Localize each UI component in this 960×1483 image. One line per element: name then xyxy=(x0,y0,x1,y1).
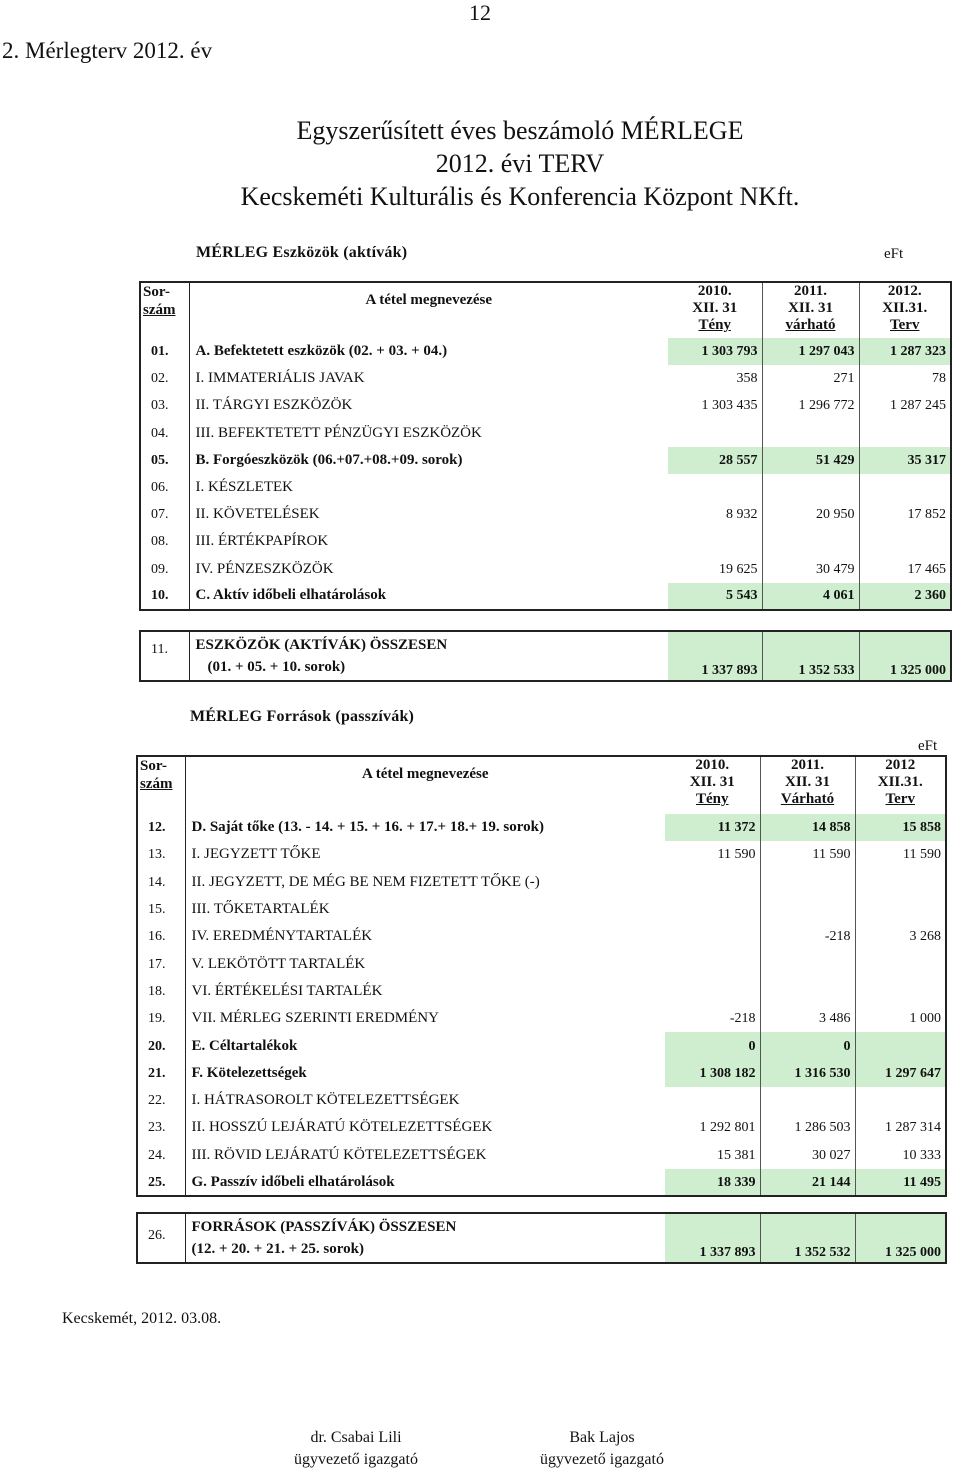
header-date: XII. 31 xyxy=(784,774,830,790)
row-item-name: V. LEKÖTÖTT TARTALÉK xyxy=(191,955,366,972)
row-value-2010: 1 292 801 xyxy=(665,1114,760,1141)
row-value-2012 xyxy=(855,978,946,1005)
header-type: Tény xyxy=(695,791,729,807)
row-value-2012: 78 xyxy=(859,365,951,392)
row-number: 20. xyxy=(137,1032,185,1059)
row-value-2012: 1 297 647 xyxy=(855,1060,946,1087)
row-number: 17. xyxy=(137,950,185,977)
row-value-2011: -218 xyxy=(760,923,855,950)
signatory-name: Bak Lajos xyxy=(569,1429,635,1446)
header-item-name: A tétel megnevezése xyxy=(361,766,489,782)
row-item-name: D. Saját tőke (13. - 14. + 15. + 16. + 17.+ 18.+ 19. sorok) xyxy=(191,819,544,836)
row-item-name: II. JEGYZETT, DE MÉG BE NEM FIZETETT TŐKE (-) xyxy=(191,873,540,890)
row-value-2011 xyxy=(762,528,859,555)
header-col-2011 xyxy=(760,756,855,814)
table-row xyxy=(137,841,946,868)
row-item-name: VII. MÉRLEG SZERINTI EREDMÉNY xyxy=(191,1010,439,1027)
table-row xyxy=(137,896,946,923)
table-row xyxy=(140,474,951,501)
row-number: 14. xyxy=(137,869,185,896)
assets-table xyxy=(139,281,952,611)
header-col-2011 xyxy=(762,282,859,338)
header-date: XII. 31 xyxy=(692,300,738,316)
row-number: 12. xyxy=(137,814,185,841)
row-value-2011: 30 479 xyxy=(762,556,859,583)
table-row xyxy=(137,950,946,977)
row-item-name: III. ÉRTÉKPAPÍROK xyxy=(195,533,329,550)
row-value-2011: 21 144 xyxy=(760,1169,855,1196)
row-item-name: III. TŐKETARTALÉK xyxy=(191,901,330,918)
header-date: XII. 31 xyxy=(689,774,735,790)
row-number: 18. xyxy=(137,978,185,1005)
row-number: 04. xyxy=(140,420,189,447)
row-value-2010: 11 372 xyxy=(665,814,760,841)
total-value-2010: 1 337 893 xyxy=(668,631,762,681)
total-value-2012: 1 325 000 xyxy=(855,1213,946,1263)
row-item-name: E. Céltartalékok xyxy=(191,1037,298,1054)
row-value-2010 xyxy=(668,474,762,501)
row-item-name: I. KÉSZLETEK xyxy=(195,479,293,496)
row-item-name: I. JEGYZETT TŐKE xyxy=(191,846,321,863)
row-number: 06. xyxy=(140,474,189,501)
row-value-2010: -218 xyxy=(665,1005,760,1032)
row-value-2010: 28 557 xyxy=(668,447,762,474)
row-value-2011 xyxy=(760,950,855,977)
table-row xyxy=(137,1032,946,1059)
row-value-2011 xyxy=(760,978,855,1005)
row-value-2010: 0 xyxy=(665,1032,760,1059)
liabilities-table xyxy=(136,755,947,1197)
header-sorszam xyxy=(137,756,185,814)
table-row xyxy=(137,1142,946,1169)
section-heading: 2. Mérlegterv 2012. év xyxy=(2,38,213,63)
row-value-2010: 15 381 xyxy=(665,1142,760,1169)
row-number: 03. xyxy=(140,392,189,419)
row-number: 22. xyxy=(137,1087,185,1114)
header-sorszam xyxy=(140,282,189,338)
row-value-2012 xyxy=(855,1032,946,1059)
header-year: 2012 xyxy=(885,757,916,773)
table-row xyxy=(137,923,946,950)
page-number: 12 xyxy=(469,0,491,25)
row-number: 13. xyxy=(137,841,185,868)
row-number: 09. xyxy=(140,556,189,583)
row-value-2012: 3 268 xyxy=(855,923,946,950)
table-row xyxy=(137,1169,946,1196)
total-value-2011: 1 352 532 xyxy=(760,1213,855,1263)
row-value-2011: 20 950 xyxy=(762,501,859,528)
total-formula: (12. + 20. + 21. + 25. sorok) xyxy=(191,1241,364,1257)
table-row xyxy=(137,1060,946,1087)
row-value-2011: 14 858 xyxy=(760,814,855,841)
row-item-name: F. Kötelezettségek xyxy=(191,1064,307,1081)
row-value-2011: 271 xyxy=(762,365,859,392)
header-year: 2011. xyxy=(791,757,824,773)
header-date: XII. 31 xyxy=(787,300,833,316)
assets-caption: MÉRLEG Eszközök (aktívák) xyxy=(196,244,408,261)
table-row xyxy=(137,978,946,1005)
row-value-2011: 30 027 xyxy=(760,1142,855,1169)
row-value-2010: 1 303 435 xyxy=(668,392,762,419)
header-sor: Sor- xyxy=(143,284,170,300)
row-value-2012: 35 317 xyxy=(859,447,951,474)
row-value-2012: 15 858 xyxy=(855,814,946,841)
table-row xyxy=(137,1087,946,1114)
row-value-2012: 1 287 245 xyxy=(859,392,951,419)
row-number: 07. xyxy=(140,501,189,528)
header-col-2010 xyxy=(665,756,760,814)
row-value-2012 xyxy=(855,896,946,923)
row-item-name: I. HÁTRASOROLT KÖTELEZETTSÉGEK xyxy=(191,1092,460,1109)
header-item-name: A tétel megnevezése xyxy=(365,292,493,308)
row-value-2011 xyxy=(762,420,859,447)
row-item-name: III. BEFEKTETETT PÉNZÜGYI ESZKÖZÖK xyxy=(195,424,482,441)
row-item-name: C. Aktív időbeli elhatárolások xyxy=(195,587,387,604)
row-item-name: B. Forgóeszközök (06.+07.+08.+09. sorok) xyxy=(195,451,463,468)
row-number: 24. xyxy=(137,1142,185,1169)
signatory-title: ügyvezető igazgató xyxy=(540,1451,664,1468)
table-row xyxy=(137,1114,946,1141)
row-value-2012: 1 287 314 xyxy=(855,1114,946,1141)
company-name: Kecskeméti Kulturális és Konferencia Központ NKft. xyxy=(240,182,800,211)
total-formula: (01. + 05. + 10. sorok) xyxy=(207,659,346,675)
document-title: Egyszerűsített éves beszámoló MÉRLEGE xyxy=(296,116,744,145)
total-value-2011: 1 352 533 xyxy=(762,631,859,681)
table-row xyxy=(140,447,951,474)
place-and-date: Kecskemét, 2012. 03.08. xyxy=(62,1310,222,1327)
row-value-2012: 17 852 xyxy=(859,501,951,528)
row-number: 08. xyxy=(140,528,189,555)
table-row xyxy=(137,814,946,841)
row-item-name: VI. ÉRTÉKELÉSI TARTALÉK xyxy=(191,982,383,999)
header-year: 2011. xyxy=(794,283,827,299)
header-type: Terv xyxy=(890,317,920,333)
row-value-2011: 4 061 xyxy=(762,583,859,610)
row-value-2011 xyxy=(762,474,859,501)
row-value-2010: 5 543 xyxy=(668,583,762,610)
signature-block-2 xyxy=(502,1427,702,1471)
table-row xyxy=(137,1005,946,1032)
row-value-2012: 11 590 xyxy=(855,841,946,868)
row-value-2010: 358 xyxy=(668,365,762,392)
row-number: 05. xyxy=(140,447,189,474)
row-item-name: IV. EREDMÉNYTARTALÉK xyxy=(191,928,373,945)
signatory-name: dr. Csabai Lili xyxy=(310,1429,402,1446)
row-value-2012: 1 000 xyxy=(855,1005,946,1032)
row-number: 02. xyxy=(140,365,189,392)
assets-total-row xyxy=(140,631,951,681)
liabilities-total-table xyxy=(136,1212,947,1264)
row-number: 19. xyxy=(137,1005,185,1032)
table-row xyxy=(140,420,951,447)
header-sor: Sor- xyxy=(140,758,167,774)
row-value-2012 xyxy=(855,950,946,977)
liabilities-total-row xyxy=(137,1213,946,1263)
header-szam: szám xyxy=(143,302,176,318)
total-label xyxy=(189,631,668,681)
header-date: XII.31. xyxy=(882,300,928,316)
table-row xyxy=(140,365,951,392)
header-year: 2010. xyxy=(697,283,732,299)
table-row xyxy=(140,528,951,555)
row-value-2011: 11 590 xyxy=(760,841,855,868)
row-value-2012: 1 287 323 xyxy=(859,338,951,365)
table-row xyxy=(137,869,946,896)
row-value-2012: 2 360 xyxy=(859,583,951,610)
row-value-2010 xyxy=(665,896,760,923)
row-number: 10. xyxy=(140,583,189,610)
row-value-2010 xyxy=(665,869,760,896)
total-value-2012: 1 325 000 xyxy=(859,631,951,681)
row-value-2010: 19 625 xyxy=(668,556,762,583)
row-number: 21. xyxy=(137,1060,185,1087)
row-number: 23. xyxy=(137,1114,185,1141)
row-value-2010: 1 303 793 xyxy=(668,338,762,365)
row-value-2012: 11 495 xyxy=(855,1169,946,1196)
table-row xyxy=(140,583,951,610)
header-year: 2010. xyxy=(695,757,730,773)
row-value-2010: 11 590 xyxy=(665,841,760,868)
header-col-2012 xyxy=(855,756,946,814)
row-value-2010: 8 932 xyxy=(668,501,762,528)
assets-unit-label: eFt xyxy=(884,246,904,262)
liabilities-caption: MÉRLEG Források (passzívák) xyxy=(190,708,415,725)
header-year: 2012. xyxy=(887,283,922,299)
header-col-2010 xyxy=(668,282,762,338)
liabilities-unit-label: eFt xyxy=(918,738,938,754)
row-value-2010 xyxy=(665,950,760,977)
row-number: 11. xyxy=(140,631,189,681)
assets-header-row xyxy=(140,282,951,338)
header-type: várható xyxy=(785,317,836,333)
row-number: 26. xyxy=(137,1213,185,1263)
row-value-2010 xyxy=(665,923,760,950)
row-value-2011: 51 429 xyxy=(762,447,859,474)
total-value-2010: 1 337 893 xyxy=(665,1213,760,1263)
row-value-2011: 1 286 503 xyxy=(760,1114,855,1141)
total-label xyxy=(185,1213,665,1263)
row-value-2010 xyxy=(668,420,762,447)
row-value-2012 xyxy=(859,474,951,501)
table-row xyxy=(140,338,951,365)
row-value-2011: 1 296 772 xyxy=(762,392,859,419)
row-value-2012 xyxy=(855,869,946,896)
row-item-name: G. Passzív időbeli elhatárolások xyxy=(191,1173,395,1190)
signatory-title: ügyvezető igazgató xyxy=(294,1451,418,1468)
row-item-name: II. HOSSZÚ LEJÁRATÚ KÖTELEZETTSÉGEK xyxy=(191,1119,493,1136)
liabilities-header-row xyxy=(137,756,946,814)
row-item-name: A. Befektetett eszközök (02. + 03. + 04.) xyxy=(195,343,448,360)
row-number: 15. xyxy=(137,896,185,923)
header-date: XII.31. xyxy=(877,774,923,790)
header-col-2012 xyxy=(859,282,951,338)
row-item-name: II. TÁRGYI ESZKÖZÖK xyxy=(195,397,353,414)
row-item-name: IV. PÉNZESZKÖZÖK xyxy=(195,560,334,577)
total-title: ESZKÖZÖK (AKTÍVÁK) ÖSSZESEN xyxy=(195,637,448,653)
assets-total-table xyxy=(139,630,952,682)
row-item-name: I. IMMATERIÁLIS JAVAK xyxy=(195,370,365,387)
row-value-2010: 18 339 xyxy=(665,1169,760,1196)
row-value-2011: 3 486 xyxy=(760,1005,855,1032)
row-value-2010 xyxy=(665,1087,760,1114)
header-type: Tény xyxy=(698,317,731,333)
row-number: 16. xyxy=(137,923,185,950)
row-value-2012 xyxy=(859,528,951,555)
row-item-name: III. RÖVID LEJÁRATÚ KÖTELEZETTSÉGEK xyxy=(191,1146,487,1163)
row-value-2011: 1 297 043 xyxy=(762,338,859,365)
row-value-2011 xyxy=(760,869,855,896)
table-row xyxy=(140,501,951,528)
row-value-2010: 1 308 182 xyxy=(665,1060,760,1087)
header-szam: szám xyxy=(140,776,173,792)
document-subtitle: 2012. évi TERV xyxy=(435,149,605,178)
header-type: Terv xyxy=(885,791,915,807)
row-number: 01. xyxy=(140,338,189,365)
row-value-2011 xyxy=(760,1087,855,1114)
row-value-2011: 1 316 530 xyxy=(760,1060,855,1087)
table-row xyxy=(140,392,951,419)
header-type: Várható xyxy=(780,791,835,807)
signature-block-1 xyxy=(256,1427,456,1471)
total-title: FORRÁSOK (PASSZÍVÁK) ÖSSZESEN xyxy=(191,1219,457,1235)
table-row xyxy=(140,556,951,583)
row-value-2010 xyxy=(665,978,760,1005)
row-value-2012: 10 333 xyxy=(855,1142,946,1169)
row-value-2012 xyxy=(855,1087,946,1114)
row-value-2011 xyxy=(760,896,855,923)
row-value-2011: 0 xyxy=(760,1032,855,1059)
row-value-2012: 17 465 xyxy=(859,556,951,583)
row-value-2010 xyxy=(668,528,762,555)
row-item-name: II. KÖVETELÉSEK xyxy=(195,506,320,523)
row-number: 25. xyxy=(137,1169,185,1196)
row-value-2012 xyxy=(859,420,951,447)
